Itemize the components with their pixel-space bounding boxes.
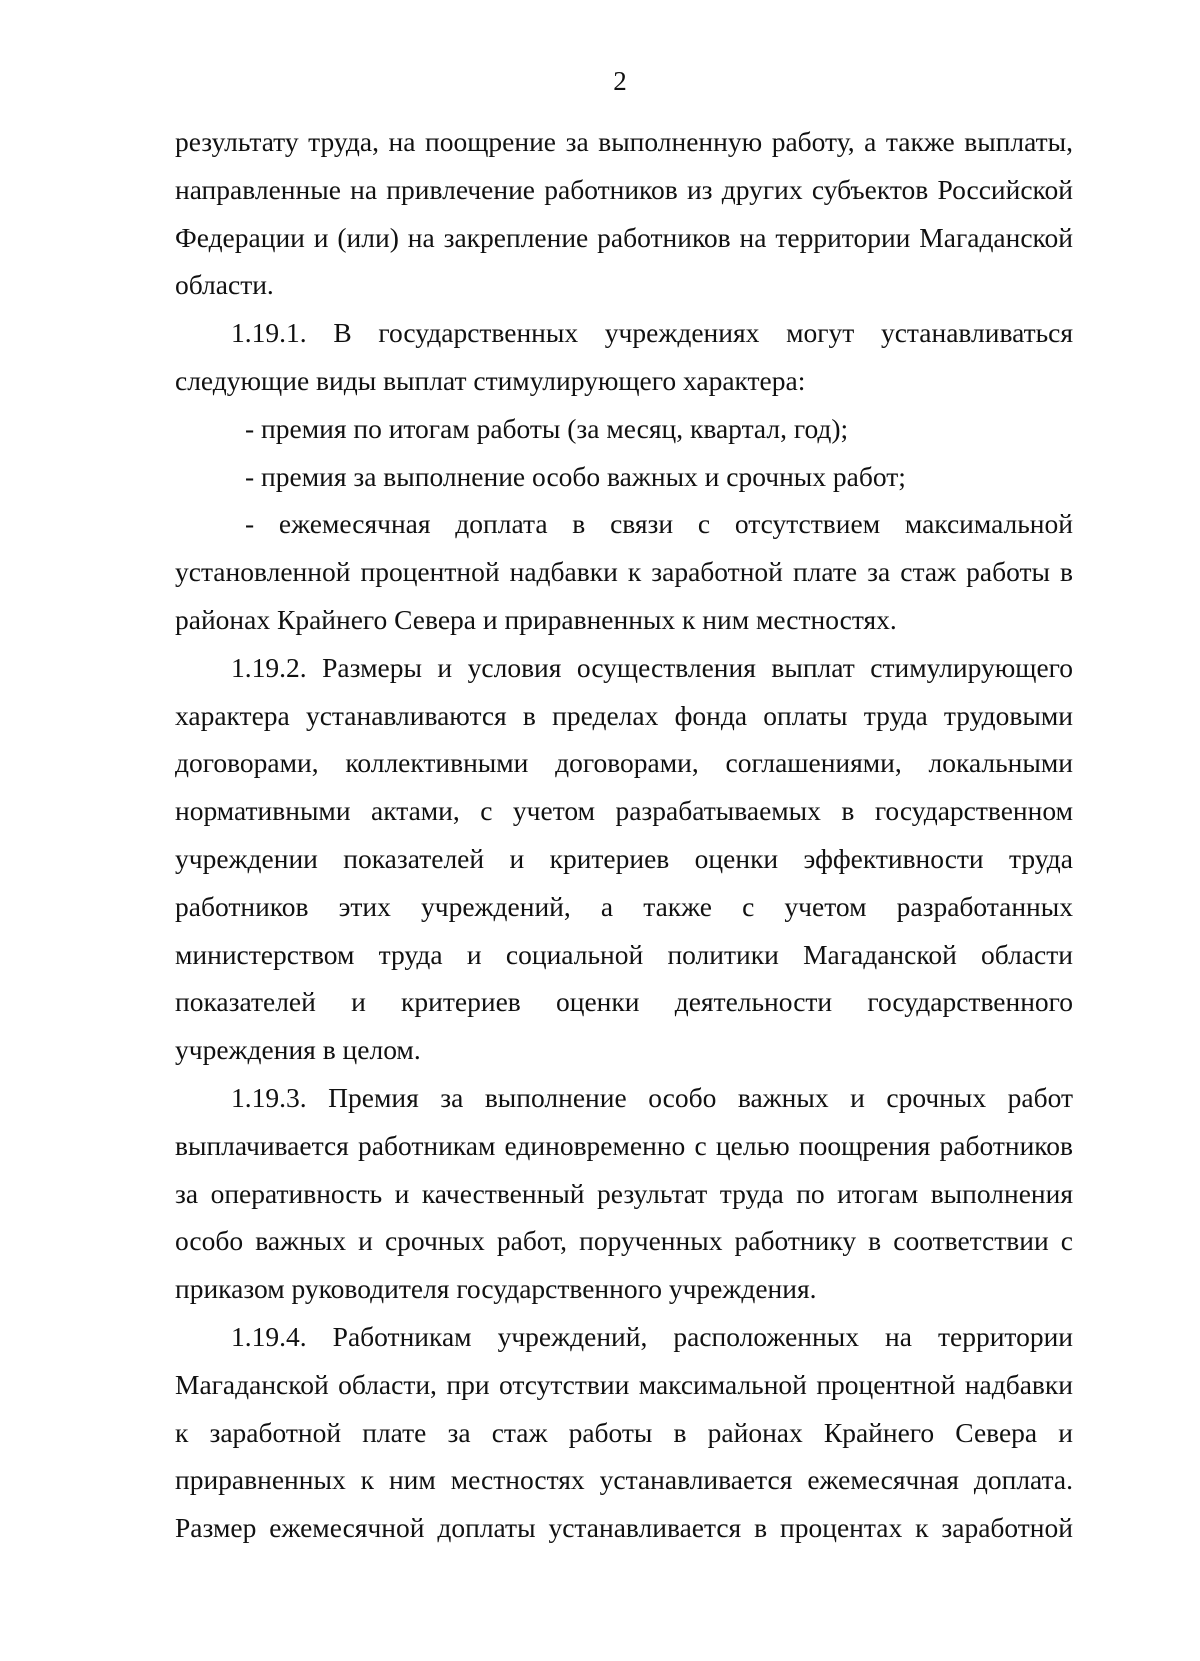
page-number: 2 — [613, 66, 627, 96]
paragraph-1-19-4: 1.19.4. Работникам учреждений, расположенных на территории Магаданской области, при отсутствии максимальной процентной надбавки к заработной плате за стаж работы в районах Крайнего Севера и приравненных к ним местностях устанавливается ежемесячная доплата. Размер ежемесячной доплаты устанавливается в процентах к заработной — [175, 1320, 1073, 1544]
document-body — [175, 118, 1073, 1552]
paragraph-continuation: результату труда, на поощрение за выполненную работу, а также выплаты, направленные на привлечение работников из других субъектов Российской Федерации и (или) на закрепление работников на территории Магаданской области. — [175, 126, 1073, 301]
list-item-bonus-period: - премия по итогам работы (за месяц, квартал, год); — [245, 412, 849, 444]
paragraph-1-19-3: 1.19.3. Премия за выполнение особо важных и срочных работ выплачивается работникам единовременно с целью поощрения работников за оперативность и качественный результат труда по итогам выполнения особо важных и срочных работ, порученных работнику в соответствии с приказом руководителя государственного учреждения. — [175, 1081, 1073, 1305]
paragraph-1-19-1: 1.19.1. В государственных учреждениях могут устанавливаться следующие виды выплат стимулирующего характера: — [175, 317, 1073, 396]
list-item-bonus-urgent: - премия за выполнение особо важных и срочных работ; — [245, 460, 906, 492]
list-item-monthly-supplement: - ежемесячная доплата в связи с отсутствием максимальной установленной процентной надбавки к заработной плате за стаж работы в районах Крайнего Севера и приравненных к ним местностях. — [175, 508, 1073, 635]
paragraph-1-19-2: 1.19.2. Размеры и условия осуществления выплат стимулирующего характера устанавливаются в пределах фонда оплаты труда трудовыми договорами, коллективными договорами, соглашениями, локальными нормативными актами, с учетом разрабатываемых в государственном учреждении показателей и критериев оценки эффективности труда работников этих учреждений, а также с учетом разработанных министерством труда и социальной политики Магаданской области показателей и критериев оценки деятельности государственного учреждения в целом. — [175, 651, 1073, 1066]
